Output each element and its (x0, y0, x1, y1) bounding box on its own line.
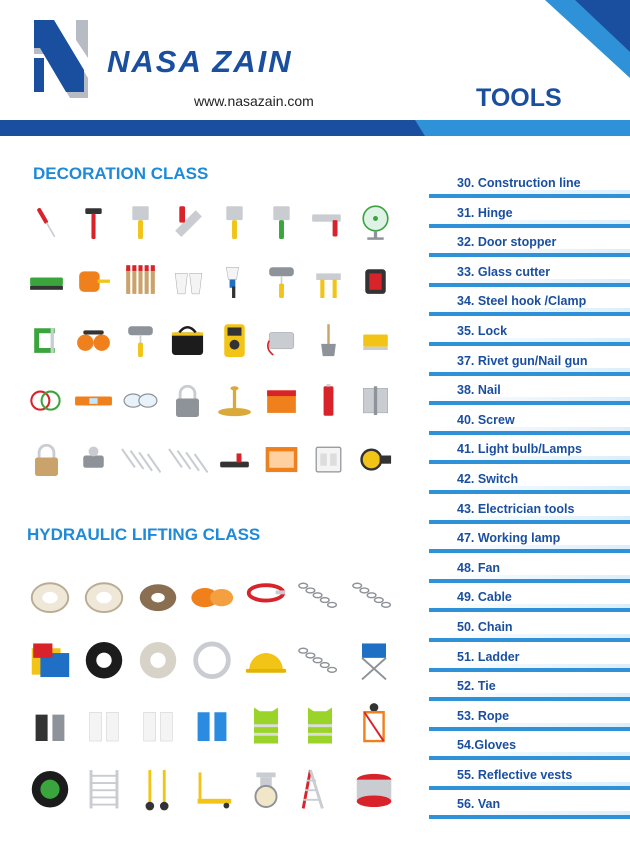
reflective-vest-icon (296, 695, 344, 754)
header-stripe (0, 116, 630, 136)
suction-cup-icon (73, 314, 114, 367)
website-url[interactable]: www.nasazain.com (194, 93, 314, 109)
folding-ladder-icon (80, 760, 128, 819)
roller-icon (120, 314, 161, 367)
tool-list (429, 168, 630, 819)
tape-measure-icon (73, 255, 114, 308)
tool-list-item (429, 405, 630, 435)
tool-label: 52. Tie (457, 679, 496, 694)
switch-box-icon (261, 433, 302, 486)
chain-icon (296, 566, 344, 625)
fan-icon (355, 196, 396, 249)
hinge-icon (355, 374, 396, 427)
hydraulic-tools-grid (26, 566, 398, 818)
tool-list-item (429, 464, 630, 494)
work-gloves-icon (26, 695, 74, 754)
blue-gloves-icon (188, 695, 236, 754)
tool-label: 43. Electrician tools (457, 501, 575, 516)
lifting-sling-icon (188, 566, 236, 625)
tool-label: 54.Gloves (457, 738, 517, 753)
tool-list-item (429, 730, 630, 760)
wire-tester-icon (261, 314, 302, 367)
screws-icon (120, 433, 161, 486)
decoration-tools-grid (26, 196, 396, 486)
battery-icon (308, 374, 349, 427)
c-clamp-icon (26, 314, 67, 367)
work-lamp-icon (355, 433, 396, 486)
tool-list-item (429, 168, 630, 198)
scraper-blade-icon (355, 314, 396, 367)
tool-list-item (429, 582, 630, 612)
scraper-icon (120, 196, 161, 249)
tool-label: 42. Switch (457, 471, 519, 486)
tool-list-item (429, 198, 630, 228)
tool-list-item (429, 523, 630, 553)
spatula-icon (261, 196, 302, 249)
tool-list-item (429, 227, 630, 257)
white-gloves-icon (134, 695, 182, 754)
tool-list-item (429, 642, 630, 672)
nails-icon (167, 433, 208, 486)
gold-stand-icon (214, 374, 255, 427)
cotton-gloves-icon (80, 695, 128, 754)
tool-label: 49. Cable (457, 590, 512, 605)
tool-list-item (429, 434, 630, 464)
padlock-icon (167, 374, 208, 427)
tool-label: 34. Steel hook /Clamp (457, 294, 587, 309)
sling-loop-icon (242, 566, 290, 625)
tool-list-item (429, 286, 630, 316)
tool-label: 37. Rivet gun/Nail gun (457, 353, 588, 368)
goggles-icon (120, 374, 161, 427)
black-tape-icon (80, 631, 128, 690)
tool-label: 51. Ladder (457, 649, 520, 664)
caulking-gun-icon (308, 196, 349, 249)
list-divider (429, 815, 630, 819)
tool-list-item (429, 671, 630, 701)
stapler-icon (26, 255, 67, 308)
spray-gun-icon (214, 255, 255, 308)
tool-list-item (429, 375, 630, 405)
lock-icon (26, 433, 67, 486)
tool-label: 47. Working lamp (457, 531, 561, 546)
tool-list-item (429, 701, 630, 731)
tool-label: 40. Screw (457, 412, 515, 427)
shovel-icon (308, 314, 349, 367)
decoration-class-heading: DECORATION CLASS (33, 164, 209, 183)
reflective-vest-icon (242, 695, 290, 754)
tool-label: 33. Glass cutter (457, 264, 551, 279)
hydraulic-lifting-class-heading: HYDRAULIC LIFTING CLASS (27, 525, 261, 544)
tape-roll-icon (26, 631, 74, 690)
chain-icon (350, 566, 398, 625)
screwdriver-icon (26, 196, 67, 249)
tool-list-item (429, 612, 630, 642)
tool-list-item (429, 789, 630, 819)
trowel-icon (167, 196, 208, 249)
wire-coil-icon (188, 631, 236, 690)
logo-mark (30, 18, 92, 102)
harness-icon (350, 695, 398, 754)
tool-label: 56. Van (457, 797, 501, 812)
glass-cutter-icon (214, 433, 255, 486)
caster-icon (242, 760, 290, 819)
tool-label: 48. Fan (457, 560, 501, 575)
step-ladder-icon (296, 760, 344, 819)
tool-list-item (429, 760, 630, 790)
pallet-jack-icon (188, 760, 236, 819)
cable-icon (26, 374, 67, 427)
corner-decoration (545, 0, 630, 80)
paint-roller-icon (261, 255, 302, 308)
hand-truck-icon (134, 760, 182, 819)
chain-spool-icon (350, 760, 398, 819)
tool-list-item (429, 494, 630, 524)
tool-label: 31. Hinge (457, 205, 513, 220)
folding-chair-icon (350, 631, 398, 690)
putty-knife-icon (214, 196, 255, 249)
tool-list-item (429, 553, 630, 583)
box-icon (261, 374, 302, 427)
tool-label: 55. Reflective vests (457, 767, 573, 782)
tool-label: 30. Construction line (457, 176, 581, 190)
anti-slip-tape-icon (134, 631, 182, 690)
chain-icon (296, 631, 344, 690)
rope-coil-icon (80, 566, 128, 625)
paint-brushes-icon (120, 255, 161, 308)
strap-icon (134, 566, 182, 625)
page-title: TOOLS (476, 84, 562, 112)
hard-hat-icon (242, 631, 290, 690)
tool-label: 53. Rope (457, 708, 510, 723)
tool-label: 38. Nail (457, 383, 501, 398)
hammer-icon (73, 196, 114, 249)
rope-coil-icon (26, 566, 74, 625)
tool-label: 35. Lock (457, 323, 508, 338)
tool-label: 41. Light bulb/Lamps (457, 442, 583, 457)
tool-list-item (429, 346, 630, 376)
wheel-icon (26, 760, 74, 819)
tool-list-item (429, 257, 630, 287)
door-stopper-icon (73, 433, 114, 486)
tool-bag-icon (167, 314, 208, 367)
level-icon (73, 374, 114, 427)
tool-label: 50. Chain (457, 619, 513, 634)
multimeter-icon (214, 314, 255, 367)
tool-list-item (429, 316, 630, 346)
brand-name: NASA ZAIN (107, 44, 293, 79)
spray-cups-icon (167, 255, 208, 308)
clamp-icon (355, 255, 396, 308)
switch-icon (308, 433, 349, 486)
rivet-tool-icon (308, 255, 349, 308)
tool-label: 32. Door stopper (457, 235, 557, 250)
